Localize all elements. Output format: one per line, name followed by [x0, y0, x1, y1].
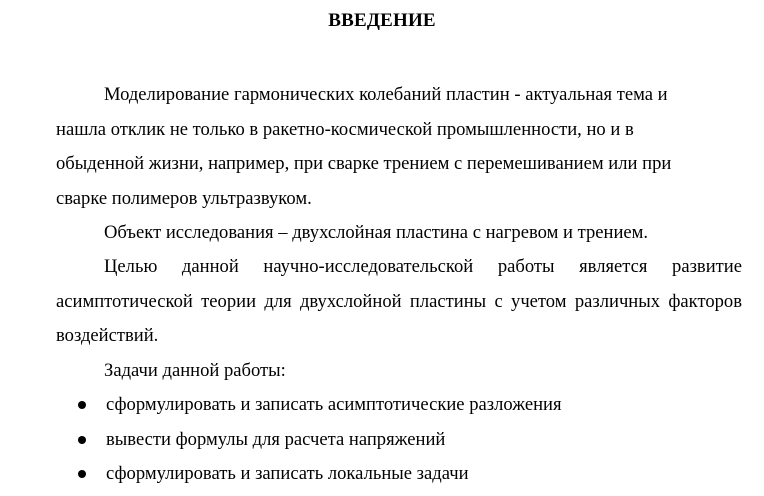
- paragraph-line: сварке полимеров ультразвуком.: [56, 187, 312, 209]
- research-object-paragraph: Объект исследования – двухслойная пластина с нагревом и трением.: [104, 222, 649, 243]
- list-item-text: вывести формулы для расчета напряжений: [106, 428, 446, 450]
- paragraph-line: обыденной жизни, например, при сварке трением с перемешиванием или при: [56, 153, 672, 174]
- document-title: ВВЕДЕНИЕ: [328, 10, 436, 31]
- bullet-icon: [78, 401, 86, 409]
- bullet-icon: [78, 470, 86, 478]
- research-goal-paragraph: Целью данной научно-исследовательской работы является развитие асимптотической теории для двухслойной пластины с учетом различных факторов воздействий.: [56, 256, 742, 346]
- tasks-heading: Задачи данной работы:: [104, 360, 286, 381]
- list-item-text: сформулировать и записать локальные задачи: [106, 463, 469, 484]
- bullet-icon: [78, 436, 86, 444]
- list-item: [56, 457, 746, 492]
- list-item: [56, 388, 746, 423]
- list-item-text: сформулировать и записать асимптотические разложения: [106, 394, 562, 415]
- tasks-list: [56, 388, 746, 492]
- paragraph-line: Моделирование гармонических колебаний пластин - актуальная тема и: [104, 84, 668, 105]
- intro-paragraph: [56, 78, 742, 216]
- list-item: [56, 423, 746, 458]
- paragraph-line: нашла отклик не только в ракетно-космической промышленности, но и в: [56, 118, 634, 140]
